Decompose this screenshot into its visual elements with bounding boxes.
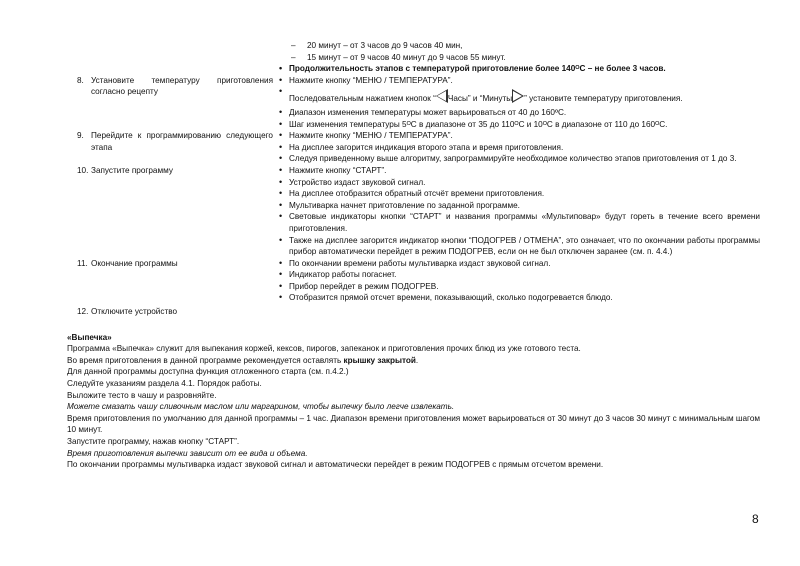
step-number: 11. xyxy=(77,258,88,268)
step-row-8 xyxy=(67,75,760,130)
bullet-item: • Световые индикаторы кнопки “СТАРТ” и названия программы «Мультиповар» будут гореть в течение всего времени приготовления. xyxy=(279,211,760,234)
dash-item: – 20 минут – от 3 часов до 9 часов 40 мин, xyxy=(279,40,760,52)
step-number: 12. xyxy=(77,307,89,317)
bullet-item: • Нажмите кнопку “СТАРТ”. xyxy=(279,165,760,177)
paragraph: Для данной программы доступна функция отложенного старта (см. п.4.2.) xyxy=(67,367,349,377)
step-row-10 xyxy=(67,165,760,258)
dash-list xyxy=(279,40,760,63)
baking-section xyxy=(67,332,760,471)
paragraph: По окончании программы мультиварка издаст звуковой сигнал и автоматически перейдет в режим ПОДОГРЕВ с прямым отсчетом времени. xyxy=(67,460,604,470)
bullet-item: • Нажмите кнопку “МЕНЮ / ТЕМПЕРАТУРА”. xyxy=(279,75,760,87)
bullet-item: • Мультиварка начнет приготовление по заданной программе. xyxy=(279,200,760,212)
bullet-item: • Прибор перейдет в режим ПОДОГРЕВ. xyxy=(279,281,760,293)
page-number: 8 xyxy=(752,512,759,526)
emphasis-text: крышку закрытой xyxy=(343,355,416,365)
step-number: 10. xyxy=(77,165,89,175)
paragraph: Следуйте указаниям раздела 4.1. Порядок работы. xyxy=(67,379,262,389)
paragraph: Время приготовления по умолчанию для данной программы – 1 час. Диапазон времени приготовления может варьироваться от 30 минут до 3 часов 30 минут с минимальным шагом 10 минут. xyxy=(67,413,760,435)
bullet-list xyxy=(279,258,760,304)
step-label: Запустите программу xyxy=(91,165,173,175)
bullet-list xyxy=(279,75,760,130)
bullet-item: • Следуя приведенному выше алгоритму, запрограммируйте необходимое количество этапов приготовления от 1 до 3. xyxy=(279,153,760,165)
step-number: 8. xyxy=(77,75,84,85)
bullet-item: • Последовательным нажатием кнопок “ Часы” и “Минуты ” установите температуру приготовления. xyxy=(279,86,760,107)
bullet-item: • Отобразится прямой отсчет времени, показывающий, сколько подогревается блюдо. xyxy=(279,292,760,304)
triangle-right-icon xyxy=(512,89,524,103)
bullet-item: • На дисплее отобразится обратный отсчёт времени приготовления. xyxy=(279,188,760,200)
italic-note: Время приготовления выпечки зависит от ее вида и объема. xyxy=(67,448,308,458)
bullet-item: • Нажмите кнопку “МЕНЮ / ТЕМПЕРАТУРА”. xyxy=(279,130,760,142)
document-body xyxy=(67,40,760,471)
bullet-item: • Также на дисплее загорится индикатор кнопки “ПОДОГРЕВ / ОТМЕНА”, это означает, что по окончании работы программы прибор автоматически перейдет в режим ПОДОГРЕВ, если он не был отключен заранее (см. п. 4.4.) xyxy=(279,235,760,258)
bullet-item: • По окончании времени работы мультиварка издаст звуковой сигнал. xyxy=(279,258,760,270)
bullet-item: • Шаг изменения температуры 5ᴼС в диапазоне от 35 до 110ᴼС и 10ᴼС в диапазоне от 110 до 160ᴼС. xyxy=(279,119,760,131)
paragraph: Запустите программу, нажав кнопку “СТАРТ”. xyxy=(67,437,240,446)
bullet-item: • Индикатор работы погаснет. xyxy=(279,269,760,281)
bullet-list xyxy=(279,130,760,165)
steps-table xyxy=(67,40,760,318)
section-title: «Выпечка» xyxy=(67,332,112,342)
step-row-11 xyxy=(67,258,760,304)
bullet-item: • Продолжительность этапов с температурой приготовление более 140ᴼС – не более 3 часов. xyxy=(279,63,760,75)
bullet-item: • На дисплее загорится индикация второго этапа и время приготовления. xyxy=(279,142,760,154)
step-number: 9. xyxy=(77,131,84,141)
step-label: Перейдите к программированию следующего этапа xyxy=(91,131,273,152)
bullet-list xyxy=(279,165,760,258)
italic-note: Можете смазать чашу сливочным маслом или маргарином, чтобы выпечку было легче извлекать. xyxy=(67,402,455,412)
step-label: Окончание программы xyxy=(91,258,178,268)
continuation-row xyxy=(67,40,760,75)
triangle-left-icon xyxy=(436,89,448,103)
paragraph: Программа «Выпечка» служит для выпекания коржей, кексов, пирогов, запеканок и приготовления прочих блюд из уже готового теста. xyxy=(67,344,581,354)
dash-item: – 15 минут – от 9 часов 40 минут до 9 часов 55 минут. xyxy=(279,52,760,64)
paragraph: Во время приготовления в данной программе рекомендуется оставлять крышку закрытой. xyxy=(67,355,419,365)
step-label: Установите температуру приготовления согласно рецепту xyxy=(91,75,273,97)
paragraph: Выложите тесто в чашу и разровняйте. xyxy=(67,390,217,400)
step-row-9 xyxy=(67,130,760,165)
step-row-12 xyxy=(67,304,760,318)
bullet-item: • Устройство издаст звуковой сигнал. xyxy=(279,177,760,189)
bullet-item: • Диапазон изменения температуры может варьироваться от 40 до 160ºС. xyxy=(279,107,760,119)
step-label: Отключите устройство xyxy=(91,307,178,317)
